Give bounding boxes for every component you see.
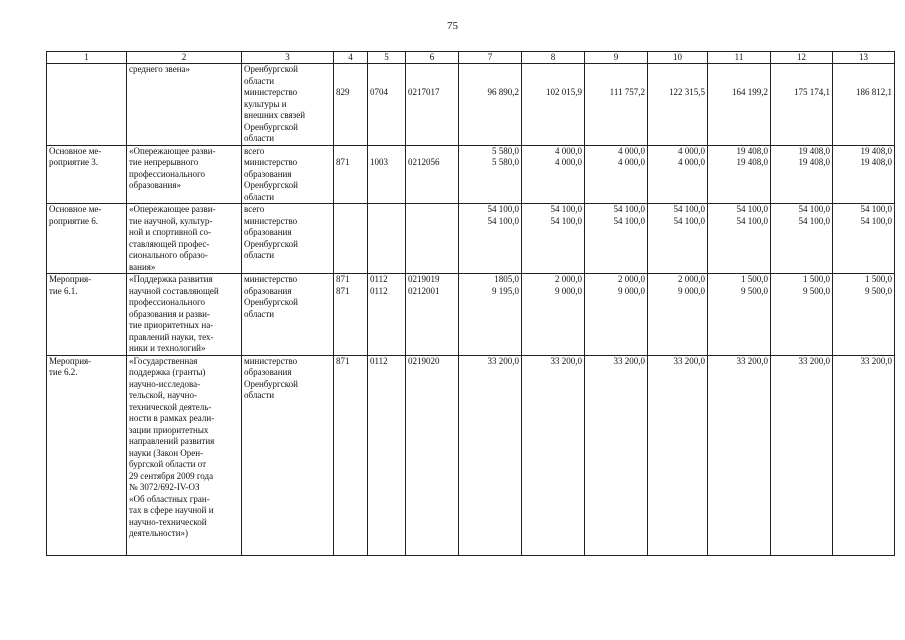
measure-cell: тие 6.1. xyxy=(47,286,127,356)
title-cell: «Государственная поддержка (гранты) научно-исследова- тельской, научно- технической деятель- ности в рамках реали- зации приоритетных направлений развития науки (Закон Орен- бургской области от 29 сентября 2009 года № 3072/692-IV-ОЗ «Об областных гран- тах в сфере научной и научно-технической деятельности») xyxy=(127,355,242,555)
grbs-code-cell xyxy=(334,204,368,216)
section-code-cell xyxy=(368,64,406,88)
target-code-cell: 0219020 xyxy=(406,355,459,555)
value-cell xyxy=(648,64,708,88)
title-cell xyxy=(127,87,242,145)
value-cell: 54 100,0 xyxy=(585,204,648,216)
measure-cell: Основное ме- xyxy=(47,204,127,216)
value-cell xyxy=(771,64,833,88)
value-cell: 4 000,0 xyxy=(522,157,585,204)
column-header: 2 xyxy=(127,52,242,64)
target-code-cell: 0212056 xyxy=(406,157,459,204)
value-cell: 19 408,0 xyxy=(771,145,833,157)
column-header: 4 xyxy=(334,52,368,64)
value-cell xyxy=(522,64,585,88)
value-cell: 4 000,0 xyxy=(522,145,585,157)
grbs-code-cell: 871 xyxy=(334,157,368,204)
grbs-code-cell: 871 xyxy=(334,286,368,356)
section-code-cell: 0112 xyxy=(368,355,406,555)
section-code-cell: 0112 xyxy=(368,286,406,356)
grbs-code-cell xyxy=(334,64,368,88)
budget-table xyxy=(46,51,895,556)
value-cell: 54 100,0 xyxy=(522,216,585,274)
column-header: 9 xyxy=(585,52,648,64)
table-row xyxy=(47,157,895,204)
column-header: 5 xyxy=(368,52,406,64)
table-row xyxy=(47,286,895,356)
value-cell: 164 199,2 xyxy=(708,87,771,145)
grbs-code-cell: 829 xyxy=(334,87,368,145)
column-header: 3 xyxy=(242,52,334,64)
value-cell: 33 200,0 xyxy=(833,355,895,555)
measure-cell: Мероприя- тие 6.2. xyxy=(47,355,127,555)
section-code-cell: 1003 xyxy=(368,157,406,204)
value-cell: 9 500,0 xyxy=(771,286,833,356)
target-code-cell: 0219019 xyxy=(406,274,459,286)
measure-cell xyxy=(47,87,127,145)
value-cell: 54 100,0 xyxy=(648,204,708,216)
value-cell: 19 408,0 xyxy=(833,145,895,157)
title-cell: тие научной, культур- ной и спортивной со- ставляющей профес- сионального образо- вания» xyxy=(127,216,242,274)
value-cell xyxy=(459,64,522,88)
value-cell: 54 100,0 xyxy=(459,204,522,216)
value-cell: 2 000,0 xyxy=(648,274,708,286)
value-cell: 96 890,2 xyxy=(459,87,522,145)
column-header: 10 xyxy=(648,52,708,64)
value-cell: 33 200,0 xyxy=(771,355,833,555)
section-code-cell xyxy=(368,145,406,157)
column-header: 6 xyxy=(406,52,459,64)
value-cell: 9 195,0 xyxy=(459,286,522,356)
grbs-code-cell: 871 xyxy=(334,274,368,286)
value-cell: 33 200,0 xyxy=(648,355,708,555)
measure-cell: роприятие 3. xyxy=(47,157,127,204)
target-code-cell xyxy=(406,216,459,274)
value-cell: 1 500,0 xyxy=(708,274,771,286)
value-cell: 4 000,0 xyxy=(648,157,708,204)
value-cell: 19 408,0 xyxy=(833,157,895,204)
page-number: 75 xyxy=(447,20,458,32)
value-cell: 33 200,0 xyxy=(708,355,771,555)
value-cell: 2 000,0 xyxy=(522,274,585,286)
executor-cell: всего xyxy=(242,204,334,216)
table-row xyxy=(47,274,895,286)
target-code-cell: 0212001 xyxy=(406,286,459,356)
value-cell: 54 100,0 xyxy=(771,204,833,216)
value-cell xyxy=(708,64,771,88)
value-cell: 19 408,0 xyxy=(771,157,833,204)
value-cell: 111 757,2 xyxy=(585,87,648,145)
value-cell: 9 500,0 xyxy=(708,286,771,356)
target-code-cell xyxy=(406,145,459,157)
executor-cell: министерство xyxy=(242,274,334,286)
target-code-cell xyxy=(406,204,459,216)
executor-cell: министерство культуры и внешних связей Оренбургской области xyxy=(242,87,334,145)
column-header: 7 xyxy=(459,52,522,64)
value-cell: 33 200,0 xyxy=(459,355,522,555)
column-header: 11 xyxy=(708,52,771,64)
title-cell: «Опережающее разви- xyxy=(127,145,242,157)
value-cell: 54 100,0 xyxy=(459,216,522,274)
value-cell: 5 580,0 xyxy=(459,157,522,204)
value-cell: 1 500,0 xyxy=(771,274,833,286)
target-code-cell: 0217017 xyxy=(406,87,459,145)
column-header: 12 xyxy=(771,52,833,64)
table-row xyxy=(47,355,895,555)
value-cell: 1805,0 xyxy=(459,274,522,286)
grbs-code-cell: 871 xyxy=(334,355,368,555)
value-cell: 122 315,5 xyxy=(648,87,708,145)
table-header-row xyxy=(47,52,895,64)
value-cell xyxy=(833,64,895,88)
value-cell: 33 200,0 xyxy=(585,355,648,555)
section-code-cell xyxy=(368,204,406,216)
value-cell: 4 000,0 xyxy=(585,157,648,204)
column-header: 1 xyxy=(47,52,127,64)
section-code-cell: 0112 xyxy=(368,274,406,286)
value-cell: 1 500,0 xyxy=(833,274,895,286)
value-cell: 54 100,0 xyxy=(771,216,833,274)
value-cell: 9 000,0 xyxy=(648,286,708,356)
value-cell: 54 100,0 xyxy=(585,216,648,274)
measure-cell: Основное ме- xyxy=(47,145,127,157)
table-row xyxy=(47,216,895,274)
title-cell: «Поддержка развития xyxy=(127,274,242,286)
title-cell: научной составляющей профессионального образования и разви- тие приоритетных на- правлений науки, тех- ники и технологий» xyxy=(127,286,242,356)
title-cell: среднего звена» xyxy=(127,64,242,88)
column-header: 13 xyxy=(833,52,895,64)
column-header: 8 xyxy=(522,52,585,64)
value-cell: 19 408,0 xyxy=(708,145,771,157)
executor-cell: министерство образования Оренбургской области xyxy=(242,157,334,204)
target-code-cell xyxy=(406,64,459,88)
executor-cell: всего xyxy=(242,145,334,157)
value-cell: 4 000,0 xyxy=(648,145,708,157)
value-cell: 54 100,0 xyxy=(833,204,895,216)
executor-cell: образования Оренбургской области xyxy=(242,286,334,356)
value-cell: 9 500,0 xyxy=(833,286,895,356)
measure-cell: Мероприя- xyxy=(47,274,127,286)
executor-cell: министерство образования Оренбургской области xyxy=(242,216,334,274)
value-cell: 175 174,1 xyxy=(771,87,833,145)
table-row xyxy=(47,145,895,157)
value-cell: 2 000,0 xyxy=(585,274,648,286)
measure-cell xyxy=(47,64,127,88)
value-cell: 54 100,0 xyxy=(522,204,585,216)
value-cell: 4 000,0 xyxy=(585,145,648,157)
value-cell: 186 812,1 xyxy=(833,87,895,145)
value-cell: 5 580,0 xyxy=(459,145,522,157)
title-cell: «Опережающее разви- xyxy=(127,204,242,216)
measure-cell: роприятие 6. xyxy=(47,216,127,274)
executor-cell: министерство образования Оренбургской области xyxy=(242,355,334,555)
title-cell: тие непрерывного профессионального образования» xyxy=(127,157,242,204)
value-cell: 102 015,9 xyxy=(522,87,585,145)
table-row xyxy=(47,204,895,216)
value-cell: 19 408,0 xyxy=(708,157,771,204)
value-cell: 33 200,0 xyxy=(522,355,585,555)
value-cell: 54 100,0 xyxy=(708,204,771,216)
value-cell: 9 000,0 xyxy=(585,286,648,356)
table-row xyxy=(47,87,895,145)
value-cell: 9 000,0 xyxy=(522,286,585,356)
value-cell xyxy=(585,64,648,88)
table-row xyxy=(47,64,895,88)
value-cell: 54 100,0 xyxy=(833,216,895,274)
section-code-cell: 0704 xyxy=(368,87,406,145)
grbs-code-cell xyxy=(334,216,368,274)
executor-cell: Оренбургской области xyxy=(242,64,334,88)
section-code-cell xyxy=(368,216,406,274)
value-cell: 54 100,0 xyxy=(708,216,771,274)
grbs-code-cell xyxy=(334,145,368,157)
value-cell: 54 100,0 xyxy=(648,216,708,274)
